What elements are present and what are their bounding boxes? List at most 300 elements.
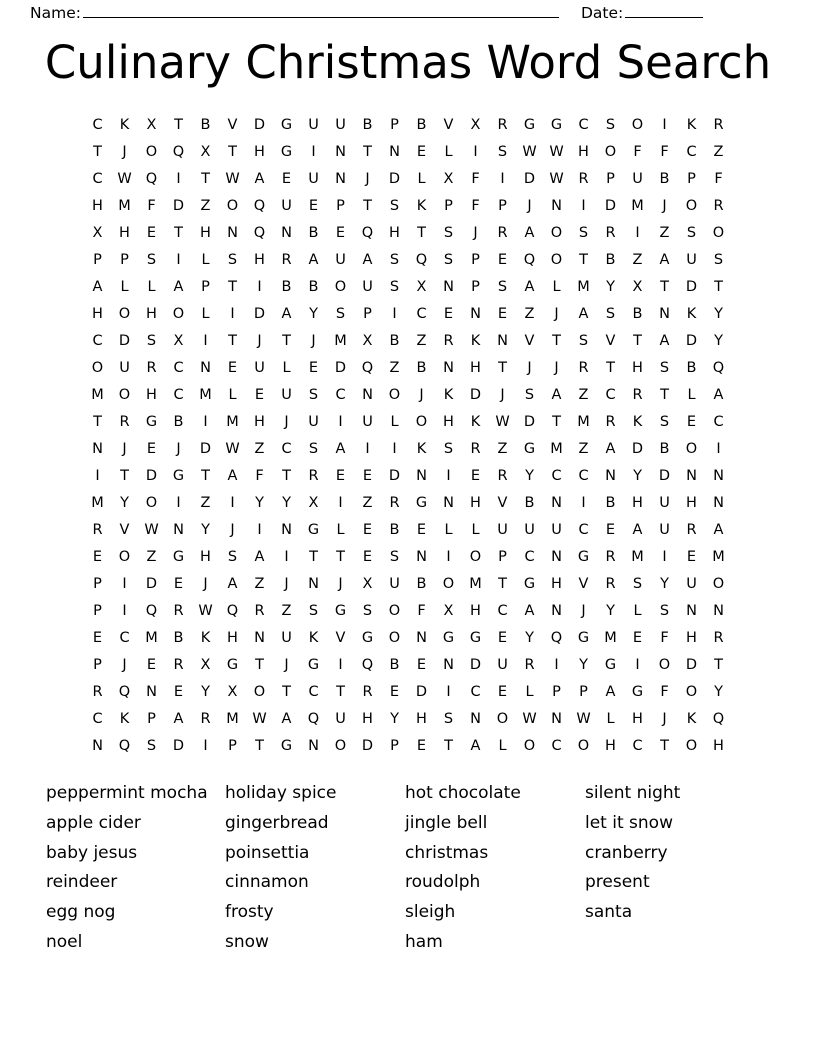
grid-letter[interactable]: G [307, 522, 320, 538]
grid-letter[interactable]: X [632, 279, 643, 295]
grid-letter[interactable]: K [416, 198, 427, 214]
grid-letter[interactable]: I [473, 144, 478, 160]
grid-letter[interactable]: J [311, 333, 316, 349]
grid-letter[interactable]: X [443, 171, 454, 187]
grid-letter[interactable]: G [307, 657, 320, 673]
grid-letter[interactable]: G [577, 630, 590, 646]
grid-letter[interactable]: E [146, 657, 157, 673]
grid-letter[interactable]: B [416, 360, 427, 376]
grid-letter[interactable]: B [173, 630, 184, 646]
grid-letter[interactable]: H [92, 198, 103, 214]
grid-letter[interactable]: P [444, 198, 453, 214]
grid-letter[interactable]: O [145, 144, 158, 160]
word-list-item[interactable]: apple cider [46, 812, 141, 833]
grid-letter[interactable]: Y [390, 711, 399, 727]
grid-letter[interactable]: S [713, 252, 724, 268]
grid-letter[interactable]: L [633, 603, 642, 619]
grid-letter[interactable]: A [281, 306, 292, 322]
grid-letter[interactable]: H [254, 144, 265, 160]
grid-letter[interactable]: Y [120, 495, 129, 511]
grid-letter[interactable]: M [334, 333, 347, 349]
word-list-item[interactable]: cranberry [585, 842, 668, 863]
word-list-item[interactable]: christmas [405, 842, 489, 863]
grid-letter[interactable]: R [362, 684, 373, 700]
grid-letter[interactable]: J [284, 576, 289, 592]
grid-letter[interactable]: R [173, 657, 184, 673]
grid-letter[interactable]: C [281, 441, 292, 457]
grid-letter[interactable]: B [281, 279, 292, 295]
grid-letter[interactable]: H [470, 603, 481, 619]
grid-letter[interactable]: Q [712, 360, 725, 376]
grid-letter[interactable]: G [280, 144, 293, 160]
grid-letter[interactable]: I [284, 549, 289, 565]
grid-letter[interactable]: C [173, 387, 184, 403]
grid-letter[interactable]: C [605, 387, 616, 403]
grid-letter[interactable]: G [523, 117, 536, 133]
grid-letter[interactable]: H [146, 306, 157, 322]
grid-letter[interactable]: Y [201, 522, 210, 538]
grid-letter[interactable]: D [253, 117, 266, 133]
grid-letter[interactable]: Y [606, 603, 615, 619]
grid-letter[interactable]: T [579, 252, 588, 268]
grid-letter[interactable]: U [686, 252, 697, 268]
grid-letter[interactable]: T [444, 738, 453, 754]
grid-letter[interactable]: P [471, 279, 480, 295]
grid-letter[interactable]: H [686, 630, 697, 646]
word-list-item[interactable]: snow [225, 931, 269, 952]
grid-letter[interactable]: W [495, 414, 510, 430]
grid-letter[interactable]: I [176, 495, 181, 511]
grid-letter[interactable]: H [200, 549, 211, 565]
grid-letter[interactable]: L [336, 522, 345, 538]
grid-letter[interactable]: C [578, 522, 589, 538]
grid-letter[interactable]: T [228, 333, 237, 349]
grid-letter[interactable]: E [92, 630, 103, 646]
grid-letter[interactable]: T [93, 144, 102, 160]
grid-letter[interactable]: C [713, 414, 724, 430]
grid-letter[interactable]: P [390, 117, 399, 133]
date-write-in-line[interactable] [625, 4, 703, 18]
grid-letter[interactable]: S [308, 441, 319, 457]
grid-letter[interactable]: B [173, 414, 184, 430]
grid-letter[interactable]: M [550, 441, 563, 457]
grid-letter[interactable]: X [173, 333, 184, 349]
grid-letter[interactable]: O [334, 738, 347, 754]
grid-letter[interactable]: M [145, 630, 158, 646]
grid-letter[interactable]: E [686, 414, 697, 430]
grid-letter[interactable]: D [118, 333, 131, 349]
grid-letter[interactable]: N [227, 225, 238, 241]
grid-letter[interactable]: G [172, 549, 185, 565]
grid-letter[interactable]: Z [254, 576, 265, 592]
grid-letter[interactable]: H [632, 360, 643, 376]
grid-letter[interactable]: T [363, 144, 372, 160]
grid-letter[interactable]: P [390, 738, 399, 754]
grid-letter[interactable]: R [146, 360, 157, 376]
grid-letter[interactable]: O [145, 495, 158, 511]
grid-letter[interactable]: W [252, 711, 267, 727]
grid-letter[interactable]: O [388, 603, 401, 619]
grid-letter[interactable]: S [524, 387, 535, 403]
grid-letter[interactable]: H [119, 225, 130, 241]
grid-letter[interactable]: B [686, 360, 697, 376]
grid-letter[interactable]: A [713, 387, 724, 403]
grid-letter[interactable]: R [389, 495, 400, 511]
grid-letter[interactable]: E [308, 198, 319, 214]
grid-letter[interactable]: S [497, 279, 508, 295]
grid-letter[interactable]: Q [253, 225, 266, 241]
grid-letter[interactable]: I [635, 225, 640, 241]
grid-letter[interactable]: Z [578, 387, 589, 403]
grid-letter[interactable]: K [470, 414, 481, 430]
grid-letter[interactable]: A [173, 711, 184, 727]
grid-letter[interactable]: A [524, 279, 535, 295]
grid-letter[interactable]: N [281, 522, 292, 538]
grid-letter[interactable]: J [338, 576, 343, 592]
grid-letter[interactable]: U [308, 117, 319, 133]
grid-letter[interactable]: C [470, 684, 481, 700]
grid-letter[interactable]: J [203, 576, 208, 592]
grid-letter[interactable]: H [470, 360, 481, 376]
grid-letter[interactable]: O [253, 684, 266, 700]
grid-letter[interactable]: D [523, 414, 536, 430]
grid-letter[interactable]: O [685, 198, 698, 214]
grid-letter[interactable]: T [174, 117, 183, 133]
grid-letter[interactable]: I [95, 468, 100, 484]
grid-letter[interactable]: N [92, 441, 103, 457]
grid-letter[interactable]: Q [145, 171, 158, 187]
grid-letter[interactable]: K [686, 117, 697, 133]
grid-letter[interactable]: I [230, 495, 235, 511]
grid-letter[interactable]: N [281, 225, 292, 241]
grid-letter[interactable]: S [227, 252, 238, 268]
grid-letter[interactable]: M [577, 414, 590, 430]
grid-letter[interactable]: G [442, 630, 455, 646]
grid-letter[interactable]: M [577, 279, 590, 295]
grid-letter[interactable]: O [415, 414, 428, 430]
grid-letter[interactable]: D [685, 657, 698, 673]
grid-letter[interactable]: T [255, 657, 264, 673]
grid-letter[interactable]: T [201, 468, 210, 484]
grid-letter[interactable]: T [660, 279, 669, 295]
grid-letter[interactable]: Z [200, 495, 211, 511]
grid-letter[interactable]: J [257, 333, 262, 349]
grid-letter[interactable]: C [551, 738, 562, 754]
grid-letter[interactable]: A [227, 576, 238, 592]
grid-letter[interactable]: U [632, 171, 643, 187]
word-list-item[interactable]: gingerbread [225, 812, 329, 833]
grid-letter[interactable]: R [713, 198, 724, 214]
grid-letter[interactable]: K [632, 414, 643, 430]
grid-letter[interactable]: T [309, 549, 318, 565]
grid-letter[interactable]: E [281, 171, 292, 187]
grid-letter[interactable]: L [201, 252, 210, 268]
grid-letter[interactable]: T [336, 684, 345, 700]
grid-letter[interactable]: X [362, 333, 373, 349]
grid-letter[interactable]: N [308, 738, 319, 754]
grid-letter[interactable]: B [389, 333, 400, 349]
grid-letter[interactable]: T [255, 738, 264, 754]
grid-letter[interactable]: Z [632, 252, 643, 268]
grid-letter[interactable]: R [578, 360, 589, 376]
grid-letter[interactable]: T [498, 360, 507, 376]
word-list-item[interactable]: jingle bell [405, 812, 488, 833]
grid-letter[interactable]: U [335, 711, 346, 727]
grid-letter[interactable]: D [469, 387, 482, 403]
grid-letter[interactable]: O [685, 738, 698, 754]
grid-letter[interactable]: L [282, 360, 291, 376]
grid-letter[interactable]: H [389, 225, 400, 241]
grid-letter[interactable]: X [470, 117, 481, 133]
grid-letter[interactable]: S [146, 738, 157, 754]
grid-letter[interactable]: J [284, 414, 289, 430]
grid-letter[interactable]: E [632, 630, 643, 646]
grid-letter[interactable]: U [686, 576, 697, 592]
grid-letter[interactable]: A [254, 171, 265, 187]
grid-letter[interactable]: D [685, 333, 698, 349]
grid-letter[interactable]: C [632, 738, 643, 754]
grid-letter[interactable]: K [443, 387, 454, 403]
grid-letter[interactable]: L [552, 279, 561, 295]
grid-letter[interactable]: C [578, 468, 589, 484]
grid-letter[interactable]: O [226, 198, 239, 214]
grid-letter[interactable]: C [335, 387, 346, 403]
grid-letter[interactable]: C [92, 171, 103, 187]
grid-letter[interactable]: M [712, 549, 725, 565]
grid-letter[interactable]: S [659, 603, 670, 619]
grid-letter[interactable]: K [686, 306, 697, 322]
grid-letter[interactable]: I [635, 657, 640, 673]
grid-letter[interactable]: H [362, 711, 373, 727]
grid-letter[interactable]: A [254, 549, 265, 565]
grid-letter[interactable]: B [389, 657, 400, 673]
grid-letter[interactable]: S [686, 225, 697, 241]
grid-letter[interactable]: Z [524, 306, 535, 322]
grid-letter[interactable]: G [415, 495, 428, 511]
grid-letter[interactable]: I [581, 198, 586, 214]
grid-letter[interactable]: X [443, 603, 454, 619]
grid-letter[interactable]: A [659, 252, 670, 268]
grid-letter[interactable]: J [473, 225, 478, 241]
grid-letter[interactable]: I [446, 684, 451, 700]
grid-letter[interactable]: T [660, 738, 669, 754]
grid-letter[interactable]: H [551, 576, 562, 592]
grid-letter[interactable]: R [524, 657, 535, 673]
grid-letter[interactable]: S [389, 279, 400, 295]
grid-letter[interactable]: R [497, 225, 508, 241]
grid-letter[interactable]: Z [281, 603, 292, 619]
grid-letter[interactable]: W [576, 711, 591, 727]
grid-letter[interactable]: S [335, 306, 346, 322]
word-list-item[interactable]: baby jesus [46, 842, 138, 863]
grid-letter[interactable]: T [660, 387, 669, 403]
grid-letter[interactable]: G [523, 441, 536, 457]
grid-letter[interactable]: I [203, 738, 208, 754]
grid-letter[interactable]: D [172, 198, 185, 214]
grid-letter[interactable]: W [225, 441, 240, 457]
grid-letter[interactable]: Z [254, 441, 265, 457]
grid-letter[interactable]: G [145, 414, 158, 430]
grid-letter[interactable]: C [686, 144, 697, 160]
grid-letter[interactable]: R [308, 468, 319, 484]
grid-letter[interactable]: R [605, 414, 616, 430]
grid-letter[interactable]: U [308, 171, 319, 187]
grid-letter[interactable]: E [146, 441, 157, 457]
grid-letter[interactable]: T [120, 468, 129, 484]
grid-letter[interactable]: P [498, 198, 507, 214]
grid-letter[interactable]: I [257, 522, 262, 538]
grid-letter[interactable]: Z [362, 495, 373, 511]
grid-letter[interactable]: O [496, 711, 509, 727]
grid-letter[interactable]: S [659, 360, 670, 376]
grid-letter[interactable]: T [714, 279, 723, 295]
grid-letter[interactable]: E [497, 684, 508, 700]
grid-letter[interactable]: A [605, 684, 616, 700]
word-list-item[interactable]: let it snow [585, 812, 673, 833]
grid-letter[interactable]: U [497, 657, 508, 673]
grid-letter[interactable]: N [362, 387, 373, 403]
grid-letter[interactable]: D [388, 468, 401, 484]
grid-letter[interactable]: C [92, 711, 103, 727]
grid-letter[interactable]: N [605, 468, 616, 484]
grid-letter[interactable]: S [389, 252, 400, 268]
grid-letter[interactable]: I [176, 171, 181, 187]
grid-letter[interactable]: C [173, 360, 184, 376]
grid-letter[interactable]: L [525, 684, 534, 700]
grid-letter[interactable]: R [281, 252, 292, 268]
grid-letter[interactable]: L [444, 522, 453, 538]
grid-letter[interactable]: W [198, 603, 213, 619]
grid-letter[interactable]: I [392, 441, 397, 457]
grid-letter[interactable]: M [226, 711, 239, 727]
grid-letter[interactable]: A [551, 387, 562, 403]
grid-letter[interactable]: O [388, 387, 401, 403]
grid-letter[interactable]: Q [145, 603, 158, 619]
grid-letter[interactable]: N [92, 738, 103, 754]
grid-letter[interactable]: N [443, 495, 454, 511]
grid-letter[interactable]: R [497, 117, 508, 133]
grid-letter[interactable]: M [469, 576, 482, 592]
grid-letter[interactable]: O [658, 657, 671, 673]
grid-letter[interactable]: S [389, 198, 400, 214]
grid-letter[interactable]: Y [525, 468, 534, 484]
grid-letter[interactable]: U [119, 360, 130, 376]
grid-letter[interactable]: V [578, 576, 589, 592]
grid-letter[interactable]: E [416, 657, 427, 673]
grid-letter[interactable]: G [469, 630, 482, 646]
grid-letter[interactable]: S [659, 414, 670, 430]
grid-letter[interactable]: E [173, 684, 184, 700]
grid-letter[interactable]: E [362, 522, 373, 538]
grid-letter[interactable]: F [633, 144, 642, 160]
grid-letter[interactable]: A [470, 738, 481, 754]
grid-letter[interactable]: Q [226, 603, 239, 619]
grid-letter[interactable]: O [442, 576, 455, 592]
grid-letter[interactable]: O [712, 576, 725, 592]
grid-letter[interactable]: A [713, 522, 724, 538]
grid-letter[interactable]: L [606, 711, 615, 727]
grid-letter[interactable]: S [362, 603, 373, 619]
grid-letter[interactable]: G [550, 117, 563, 133]
grid-letter[interactable]: V [497, 495, 508, 511]
grid-letter[interactable]: L [228, 387, 237, 403]
grid-letter[interactable]: D [631, 441, 644, 457]
grid-letter[interactable]: J [581, 603, 586, 619]
grid-letter[interactable]: A [308, 252, 319, 268]
grid-letter[interactable]: D [415, 684, 428, 700]
grid-letter[interactable]: B [308, 279, 319, 295]
grid-letter[interactable]: L [147, 279, 156, 295]
grid-letter[interactable]: Y [660, 576, 669, 592]
grid-letter[interactable]: D [172, 738, 185, 754]
grid-letter[interactable]: U [362, 414, 373, 430]
grid-letter[interactable]: E [146, 225, 157, 241]
grid-letter[interactable]: Q [550, 630, 563, 646]
grid-letter[interactable]: E [254, 387, 265, 403]
grid-letter[interactable]: N [335, 144, 346, 160]
grid-letter[interactable]: Z [713, 144, 724, 160]
grid-letter[interactable]: R [605, 549, 616, 565]
grid-letter[interactable]: O [523, 738, 536, 754]
grid-letter[interactable]: E [362, 549, 373, 565]
grid-letter[interactable]: N [497, 333, 508, 349]
grid-letter[interactable]: L [120, 279, 129, 295]
grid-letter[interactable]: U [659, 522, 670, 538]
grid-letter[interactable]: S [497, 144, 508, 160]
grid-letter[interactable]: B [605, 252, 616, 268]
grid-letter[interactable]: B [389, 522, 400, 538]
grid-letter[interactable]: I [446, 549, 451, 565]
name-write-in-line[interactable] [83, 4, 559, 18]
grid-letter[interactable]: T [282, 684, 291, 700]
grid-letter[interactable]: D [199, 441, 212, 457]
grid-letter[interactable]: P [606, 171, 615, 187]
grid-letter[interactable]: T [93, 414, 102, 430]
grid-letter[interactable]: N [551, 711, 562, 727]
grid-letter[interactable]: U [497, 522, 508, 538]
grid-letter[interactable]: R [443, 333, 454, 349]
grid-letter[interactable]: T [633, 333, 642, 349]
grid-letter[interactable]: I [203, 333, 208, 349]
grid-letter[interactable]: W [144, 522, 159, 538]
grid-letter[interactable]: M [631, 198, 644, 214]
grid-letter[interactable]: F [660, 630, 669, 646]
grid-letter[interactable]: E [686, 549, 697, 565]
grid-letter[interactable]: H [686, 495, 697, 511]
grid-letter[interactable]: N [470, 306, 481, 322]
grid-letter[interactable]: Y [525, 630, 534, 646]
grid-letter[interactable]: E [227, 360, 238, 376]
grid-letter[interactable]: I [500, 171, 505, 187]
word-list-item[interactable]: egg nog [46, 902, 116, 923]
grid-letter[interactable]: H [416, 711, 427, 727]
grid-letter[interactable]: I [446, 468, 451, 484]
grid-letter[interactable]: G [280, 738, 293, 754]
grid-letter[interactable]: A [92, 279, 103, 295]
grid-letter[interactable]: N [308, 576, 319, 592]
grid-letter[interactable]: N [551, 603, 562, 619]
grid-letter[interactable]: F [660, 684, 669, 700]
grid-letter[interactable]: S [146, 333, 157, 349]
grid-letter[interactable]: C [308, 684, 319, 700]
grid-letter[interactable]: E [389, 684, 400, 700]
grid-letter[interactable]: S [389, 549, 400, 565]
grid-letter[interactable]: D [523, 171, 536, 187]
grid-letter[interactable]: H [92, 306, 103, 322]
grid-letter[interactable]: J [365, 171, 370, 187]
grid-letter[interactable]: M [631, 549, 644, 565]
grid-letter[interactable]: J [662, 198, 667, 214]
